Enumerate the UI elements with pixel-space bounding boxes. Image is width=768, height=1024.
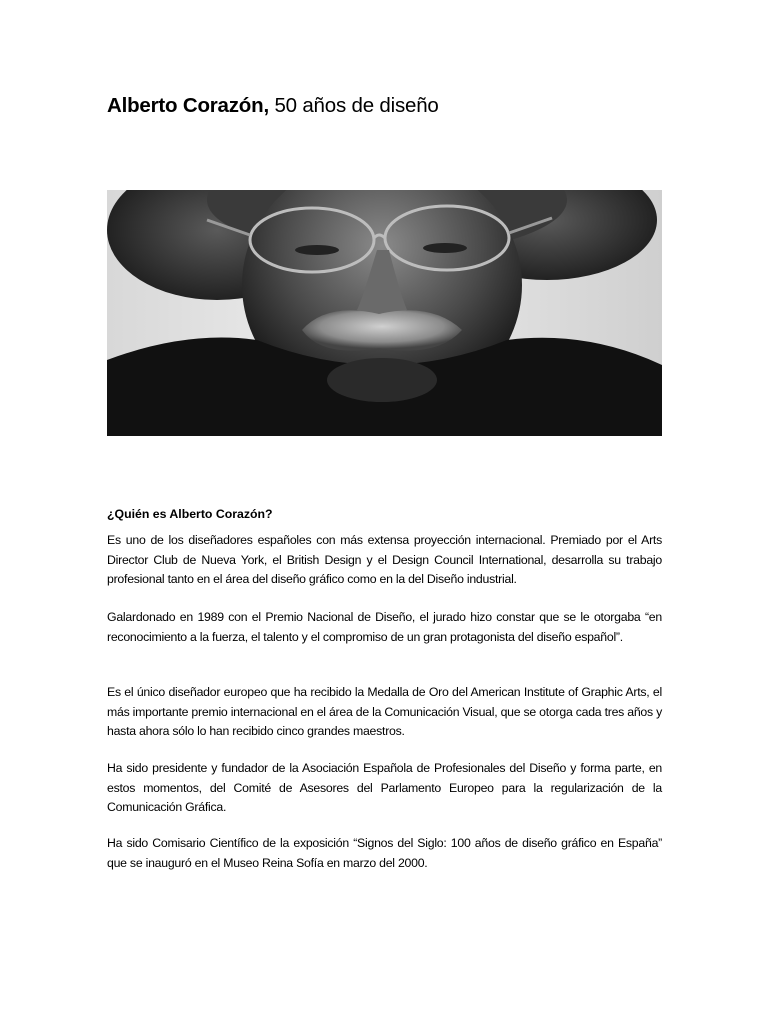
section-heading: ¿Quién es Alberto Corazón?: [107, 507, 273, 521]
paragraph-3: Es el único diseñador europeo que ha recibido la Medalla de Oro del American Institute of Graphic Arts, el más importante premio internacional en el área de la Comunicación Visual, que se otorga cada tres años y hasta ahora sólo lo han recibido cinco grandes maestros.: [107, 685, 662, 738]
title-subtitle: 50 años de diseño: [268, 94, 439, 117]
page-title: [107, 92, 439, 120]
paragraph-1: Es uno de los diseñadores españoles con más extensa proyección internacional. Premiado por el Arts Director Club de Nueva York, el British Design y el Design Council International, desarrolla su trabajo profesional tanto en el área del diseño gráfico como en la del Diseño industrial.: [107, 533, 662, 586]
portrait-photo: [107, 190, 662, 436]
portrait-photo-icon: [107, 190, 662, 436]
title-name: Alberto Corazón,: [107, 94, 269, 117]
paragraph-2: Galardonado en 1989 con el Premio Nacional de Diseño, el jurado hizo constar que se le otorgaba “en reconocimiento a la fuerza, el talento y el compromiso de un gran protagonista del diseño español”.: [107, 610, 662, 644]
paragraph-5: Ha sido Comisario Científico de la exposición “Signos del Siglo: 100 años de diseño gráfico en España” que se inauguró en el Museo Reina Sofía en marzo del 2000.: [107, 836, 662, 870]
paragraph-4: Ha sido presidente y fundador de la Asociación Española de Profesionales del Diseño y forma parte, en estos momentos, del Comité de Asesores del Parlamento Europeo para la regularización de la Comunicación Gráfica.: [107, 761, 662, 814]
